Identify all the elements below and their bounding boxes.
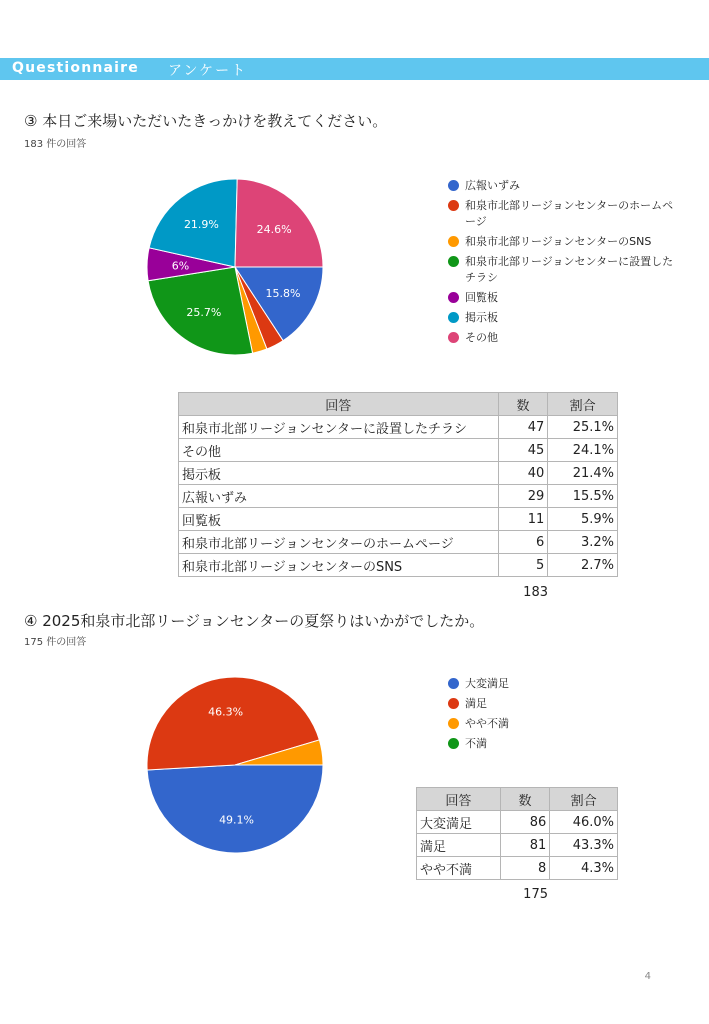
column-header: 数 (498, 393, 548, 416)
ratio-cell: 2.7% (548, 554, 618, 577)
section-banner (0, 58, 709, 80)
table-row (179, 508, 618, 531)
legend-swatch-icon (448, 698, 459, 709)
question-4-total: 175 (523, 887, 548, 902)
ratio-cell: 24.1% (548, 439, 618, 462)
ratio-cell: 21.4% (548, 462, 618, 485)
column-header: 割合 (548, 393, 618, 416)
table-header-row (179, 393, 618, 416)
q3-legend-item (448, 290, 683, 306)
legend-label: その他 (465, 331, 498, 344)
q4-legend-item (448, 736, 648, 752)
table-row (179, 531, 618, 554)
count-cell: 86 (500, 811, 550, 834)
q4-legend-item (448, 696, 648, 712)
question-3-pie-chart (140, 172, 330, 362)
legend-label: 和泉市北部リージョンセンターのホームページ (465, 199, 674, 228)
table-row (179, 439, 618, 462)
answer-cell: その他 (179, 439, 499, 462)
answer-cell: 和泉市北部リージョンセンターに設置したチラシ (179, 416, 499, 439)
ratio-cell: 5.9% (548, 508, 618, 531)
count-cell: 6 (498, 531, 548, 554)
legend-swatch-icon (448, 678, 459, 689)
question-3-table (178, 392, 618, 577)
answer-cell: 大変満足 (417, 811, 501, 834)
ratio-cell: 25.1% (548, 416, 618, 439)
column-header: 数 (500, 788, 550, 811)
q4-slice-label-0: 49.1% (219, 813, 255, 827)
answer-cell: 和泉市北部リージョンセンターのSNS (179, 554, 499, 577)
table-row (179, 462, 618, 485)
count-cell: 11 (498, 508, 548, 531)
count-cell: 29 (498, 485, 548, 508)
answer-cell: 和泉市北部リージョンセンターのホームページ (179, 531, 499, 554)
legend-label: やや不満 (465, 717, 509, 730)
q3-slice-label-0: 15.8% (265, 286, 301, 300)
legend-swatch-icon (448, 332, 459, 343)
legend-swatch-icon (448, 180, 459, 191)
legend-label: 不満 (465, 737, 487, 750)
table-row (417, 834, 618, 857)
legend-label: 広報いずみ (465, 179, 520, 192)
legend-swatch-icon (448, 236, 459, 247)
column-header: 回答 (179, 393, 499, 416)
q3-slice-label-5: 21.9% (183, 217, 219, 231)
question-4-response-count: 175 件の回答 (24, 637, 87, 648)
question-4-legend (448, 676, 648, 756)
question-4-table (416, 787, 618, 880)
legend-label: 和泉市北部リージョンセンターのSNS (465, 235, 652, 248)
ratio-cell: 43.3% (550, 834, 618, 857)
legend-swatch-icon (448, 312, 459, 323)
table-row (417, 857, 618, 880)
count-cell: 47 (498, 416, 548, 439)
table-row (179, 554, 618, 577)
answer-cell: やや不満 (417, 857, 501, 880)
legend-swatch-icon (448, 200, 459, 211)
q3-legend-item (448, 254, 683, 286)
q3-legend-item (448, 178, 683, 194)
ratio-cell: 4.3% (550, 857, 618, 880)
legend-label: 回覧板 (465, 291, 498, 304)
legend-label: 満足 (465, 697, 487, 710)
legend-swatch-icon (448, 292, 459, 303)
table-header-row (417, 788, 618, 811)
legend-swatch-icon (448, 718, 459, 729)
question-4-pie-chart (140, 670, 330, 860)
answer-cell: 掲示板 (179, 462, 499, 485)
count-cell: 45 (498, 439, 548, 462)
q3-legend-item (448, 310, 683, 326)
q3-slice-label-4: 6% (171, 259, 190, 273)
q4-legend-item (448, 716, 648, 732)
table-row (179, 416, 618, 439)
table-row (179, 485, 618, 508)
legend-swatch-icon (448, 738, 459, 749)
banner-subtitle: アンケート (168, 63, 248, 79)
banner-title: Questionnaire (12, 60, 139, 76)
question-3-legend (448, 178, 683, 350)
table-row (417, 811, 618, 834)
q3-legend-item (448, 330, 683, 346)
q4-slice-label-1: 46.3% (208, 705, 244, 719)
q4-slice-0 (147, 765, 323, 853)
legend-label: 掲示板 (465, 311, 498, 324)
ratio-cell: 3.2% (548, 531, 618, 554)
legend-label: 大変満足 (465, 677, 509, 690)
column-header: 回答 (417, 788, 501, 811)
ratio-cell: 46.0% (550, 811, 618, 834)
page-number: 4 (644, 971, 651, 982)
question-3-title: ③ 本日ご来場いただいたきっかけを教えてください。 (24, 112, 388, 130)
column-header: 割合 (550, 788, 618, 811)
count-cell: 8 (500, 857, 550, 880)
q4-legend-item (448, 676, 648, 692)
answer-cell: 満足 (417, 834, 501, 857)
q3-slice-label-6: 24.6% (256, 222, 292, 236)
answer-cell: 広報いずみ (179, 485, 499, 508)
q3-legend-item (448, 234, 683, 250)
question-4-title: ④ 2025和泉市北部リージョンセンターの夏祭りはいかがでしたか。 (24, 612, 485, 630)
count-cell: 5 (498, 554, 548, 577)
answer-cell: 回覧板 (179, 508, 499, 531)
count-cell: 40 (498, 462, 548, 485)
legend-label: 和泉市北部リージョンセンターに設置したチラシ (465, 255, 674, 284)
q3-slice-label-3: 25.7% (186, 305, 222, 319)
legend-swatch-icon (448, 256, 459, 267)
q3-legend-item (448, 198, 683, 230)
question-3-response-count: 183 件の回答 (24, 139, 87, 150)
ratio-cell: 15.5% (548, 485, 618, 508)
question-3-total: 183 (523, 585, 548, 600)
count-cell: 81 (500, 834, 550, 857)
